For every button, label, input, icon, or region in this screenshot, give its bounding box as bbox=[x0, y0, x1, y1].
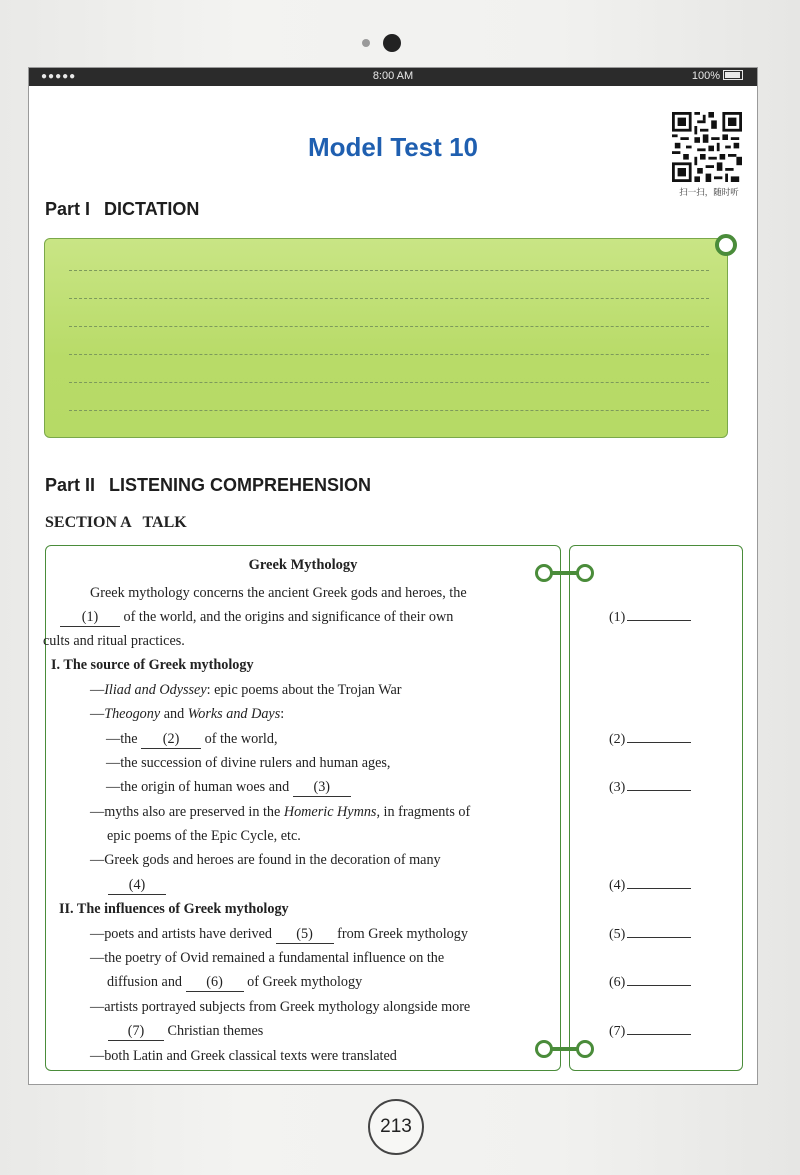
part2-label: LISTENING COMPREHENSION bbox=[109, 475, 372, 495]
answer-line[interactable] bbox=[627, 876, 691, 889]
dictation-line[interactable] bbox=[69, 410, 709, 411]
blank-4[interactable]: (4) bbox=[108, 876, 166, 895]
qr-code-icon[interactable] bbox=[672, 112, 742, 182]
battery-status bbox=[692, 70, 743, 82]
dictation-line[interactable] bbox=[69, 382, 709, 383]
outline-line: —Iliad and Odyssey: epic poems about the Trojan War bbox=[90, 682, 402, 698]
answer-slot-4[interactable] bbox=[609, 876, 691, 896]
blank-6[interactable]: (6) bbox=[186, 973, 244, 992]
binder-ring-icon bbox=[715, 234, 737, 256]
answer-line[interactable] bbox=[627, 973, 691, 986]
part2-heading bbox=[45, 475, 371, 496]
camera-icon bbox=[383, 34, 401, 52]
section-a-heading: SECTION A TALK bbox=[45, 514, 187, 531]
dictation-line[interactable] bbox=[69, 270, 709, 271]
answer-label: (1) bbox=[609, 610, 626, 625]
signal-icon: ●●●●● bbox=[41, 71, 77, 82]
answer-label: (5) bbox=[609, 927, 626, 942]
outline-text: —poets and artists have derived bbox=[90, 926, 273, 942]
works-days-title: Works and Days bbox=[187, 706, 281, 722]
iliad-title: Iliad and Odyssey bbox=[104, 682, 207, 698]
outline-line: epic poems of the Epic Cycle, etc. bbox=[107, 828, 301, 844]
answer-label: (4) bbox=[609, 878, 626, 893]
outline-text: and bbox=[160, 706, 188, 722]
battery-icon bbox=[723, 70, 743, 80]
outline-text: —the bbox=[106, 731, 138, 747]
binder-ring-icon bbox=[535, 1040, 553, 1058]
outline-line bbox=[108, 873, 166, 897]
outline-line bbox=[90, 702, 284, 726]
answer-slot-2[interactable] bbox=[609, 730, 691, 750]
answer-line[interactable] bbox=[627, 608, 691, 621]
outline-line bbox=[108, 1019, 263, 1043]
homeric-hymns-title: Homeric Hymns bbox=[283, 804, 377, 820]
dictation-line[interactable] bbox=[69, 326, 709, 327]
answer-label: (7) bbox=[609, 1024, 626, 1039]
answer-line[interactable] bbox=[627, 925, 691, 938]
answer-slot-3[interactable] bbox=[609, 778, 691, 798]
status-bar bbox=[29, 68, 757, 86]
intro-line-3: cults and ritual practices. bbox=[43, 633, 185, 649]
outline-text: : epic poems about the Trojan War bbox=[206, 682, 402, 698]
part1-number: Part I bbox=[45, 199, 91, 219]
part1-label: DICTATION bbox=[104, 199, 200, 219]
sensor-dot bbox=[362, 39, 370, 47]
outline-text: —the origin of human woes and bbox=[106, 779, 290, 795]
outline-heading-1: I. The source of Greek mythology bbox=[51, 657, 254, 673]
outline-text: from Greek mythology bbox=[337, 926, 468, 942]
answer-line[interactable] bbox=[627, 730, 691, 743]
answer-slot-6[interactable] bbox=[609, 973, 691, 993]
outline-line bbox=[107, 970, 362, 994]
binder-ring-icon bbox=[576, 564, 594, 582]
blank-2[interactable]: (2) bbox=[141, 730, 201, 749]
outline-text: Christian themes bbox=[167, 1023, 264, 1039]
status-time: 8:00 AM bbox=[372, 70, 414, 82]
dictation-line[interactable] bbox=[69, 298, 709, 299]
outline-line: —the succession of divine rulers and human ages, bbox=[106, 755, 391, 771]
outline-heading-2: II. The influences of Greek mythology bbox=[59, 901, 289, 917]
answer-line[interactable] bbox=[627, 778, 691, 791]
talk-title: Greek Mythology bbox=[248, 557, 358, 573]
page-number: 213 bbox=[368, 1099, 424, 1155]
outline-line bbox=[90, 922, 468, 946]
outline-text: of the world, bbox=[204, 731, 278, 747]
answer-slot-1[interactable] bbox=[609, 608, 691, 628]
dictation-area[interactable] bbox=[44, 238, 728, 438]
outline-line: —artists portrayed subjects from Greek mythology alongside more bbox=[90, 999, 471, 1015]
dictation-line[interactable] bbox=[69, 354, 709, 355]
outline-line bbox=[106, 727, 278, 751]
outline-line: —Greek gods and heroes are found in the decoration of many bbox=[90, 852, 441, 868]
screen bbox=[28, 67, 758, 1085]
answer-slot-5[interactable] bbox=[609, 925, 691, 945]
outline-text: diffusion and bbox=[107, 974, 183, 990]
outline-line: —the poetry of Ovid remained a fundamental influence on the bbox=[90, 950, 445, 966]
intro-line-1: Greek mythology concerns the ancient Greek gods and heroes, the bbox=[90, 585, 467, 601]
answer-label: (2) bbox=[609, 732, 626, 747]
outline-text: of Greek mythology bbox=[247, 974, 363, 990]
binder-ring-icon bbox=[576, 1040, 594, 1058]
outline-line: —both Latin and Greek classical texts were translated bbox=[90, 1048, 397, 1064]
answer-line[interactable] bbox=[627, 1022, 691, 1035]
blank-3[interactable]: (3) bbox=[293, 778, 351, 797]
outline-line bbox=[90, 800, 470, 824]
intro-line-2-text: of the world, and the origins and significance of their own bbox=[123, 609, 454, 625]
outline-text: , in fragments of bbox=[376, 804, 471, 820]
part2-number: Part II bbox=[45, 475, 96, 495]
blank-1[interactable]: (1) bbox=[60, 608, 120, 627]
part1-heading bbox=[45, 199, 199, 220]
blank-7[interactable]: (7) bbox=[108, 1022, 164, 1041]
theogony-title: Theogony bbox=[104, 706, 161, 722]
intro-line-2 bbox=[60, 605, 453, 629]
qr-caption: 扫一扫，随时听 bbox=[679, 188, 739, 198]
outline-text: : bbox=[280, 706, 285, 722]
answer-slot-7[interactable] bbox=[609, 1022, 691, 1042]
answer-label: (3) bbox=[609, 780, 626, 795]
blank-5[interactable]: (5) bbox=[276, 925, 334, 944]
page-title: Model Test 10 bbox=[307, 132, 478, 162]
answer-label: (6) bbox=[609, 975, 626, 990]
battery-label: 100% bbox=[691, 70, 720, 82]
outline-text: —myths also are preserved in the bbox=[90, 804, 281, 820]
outline-line bbox=[106, 775, 351, 799]
outline-text: — bbox=[90, 706, 105, 722]
